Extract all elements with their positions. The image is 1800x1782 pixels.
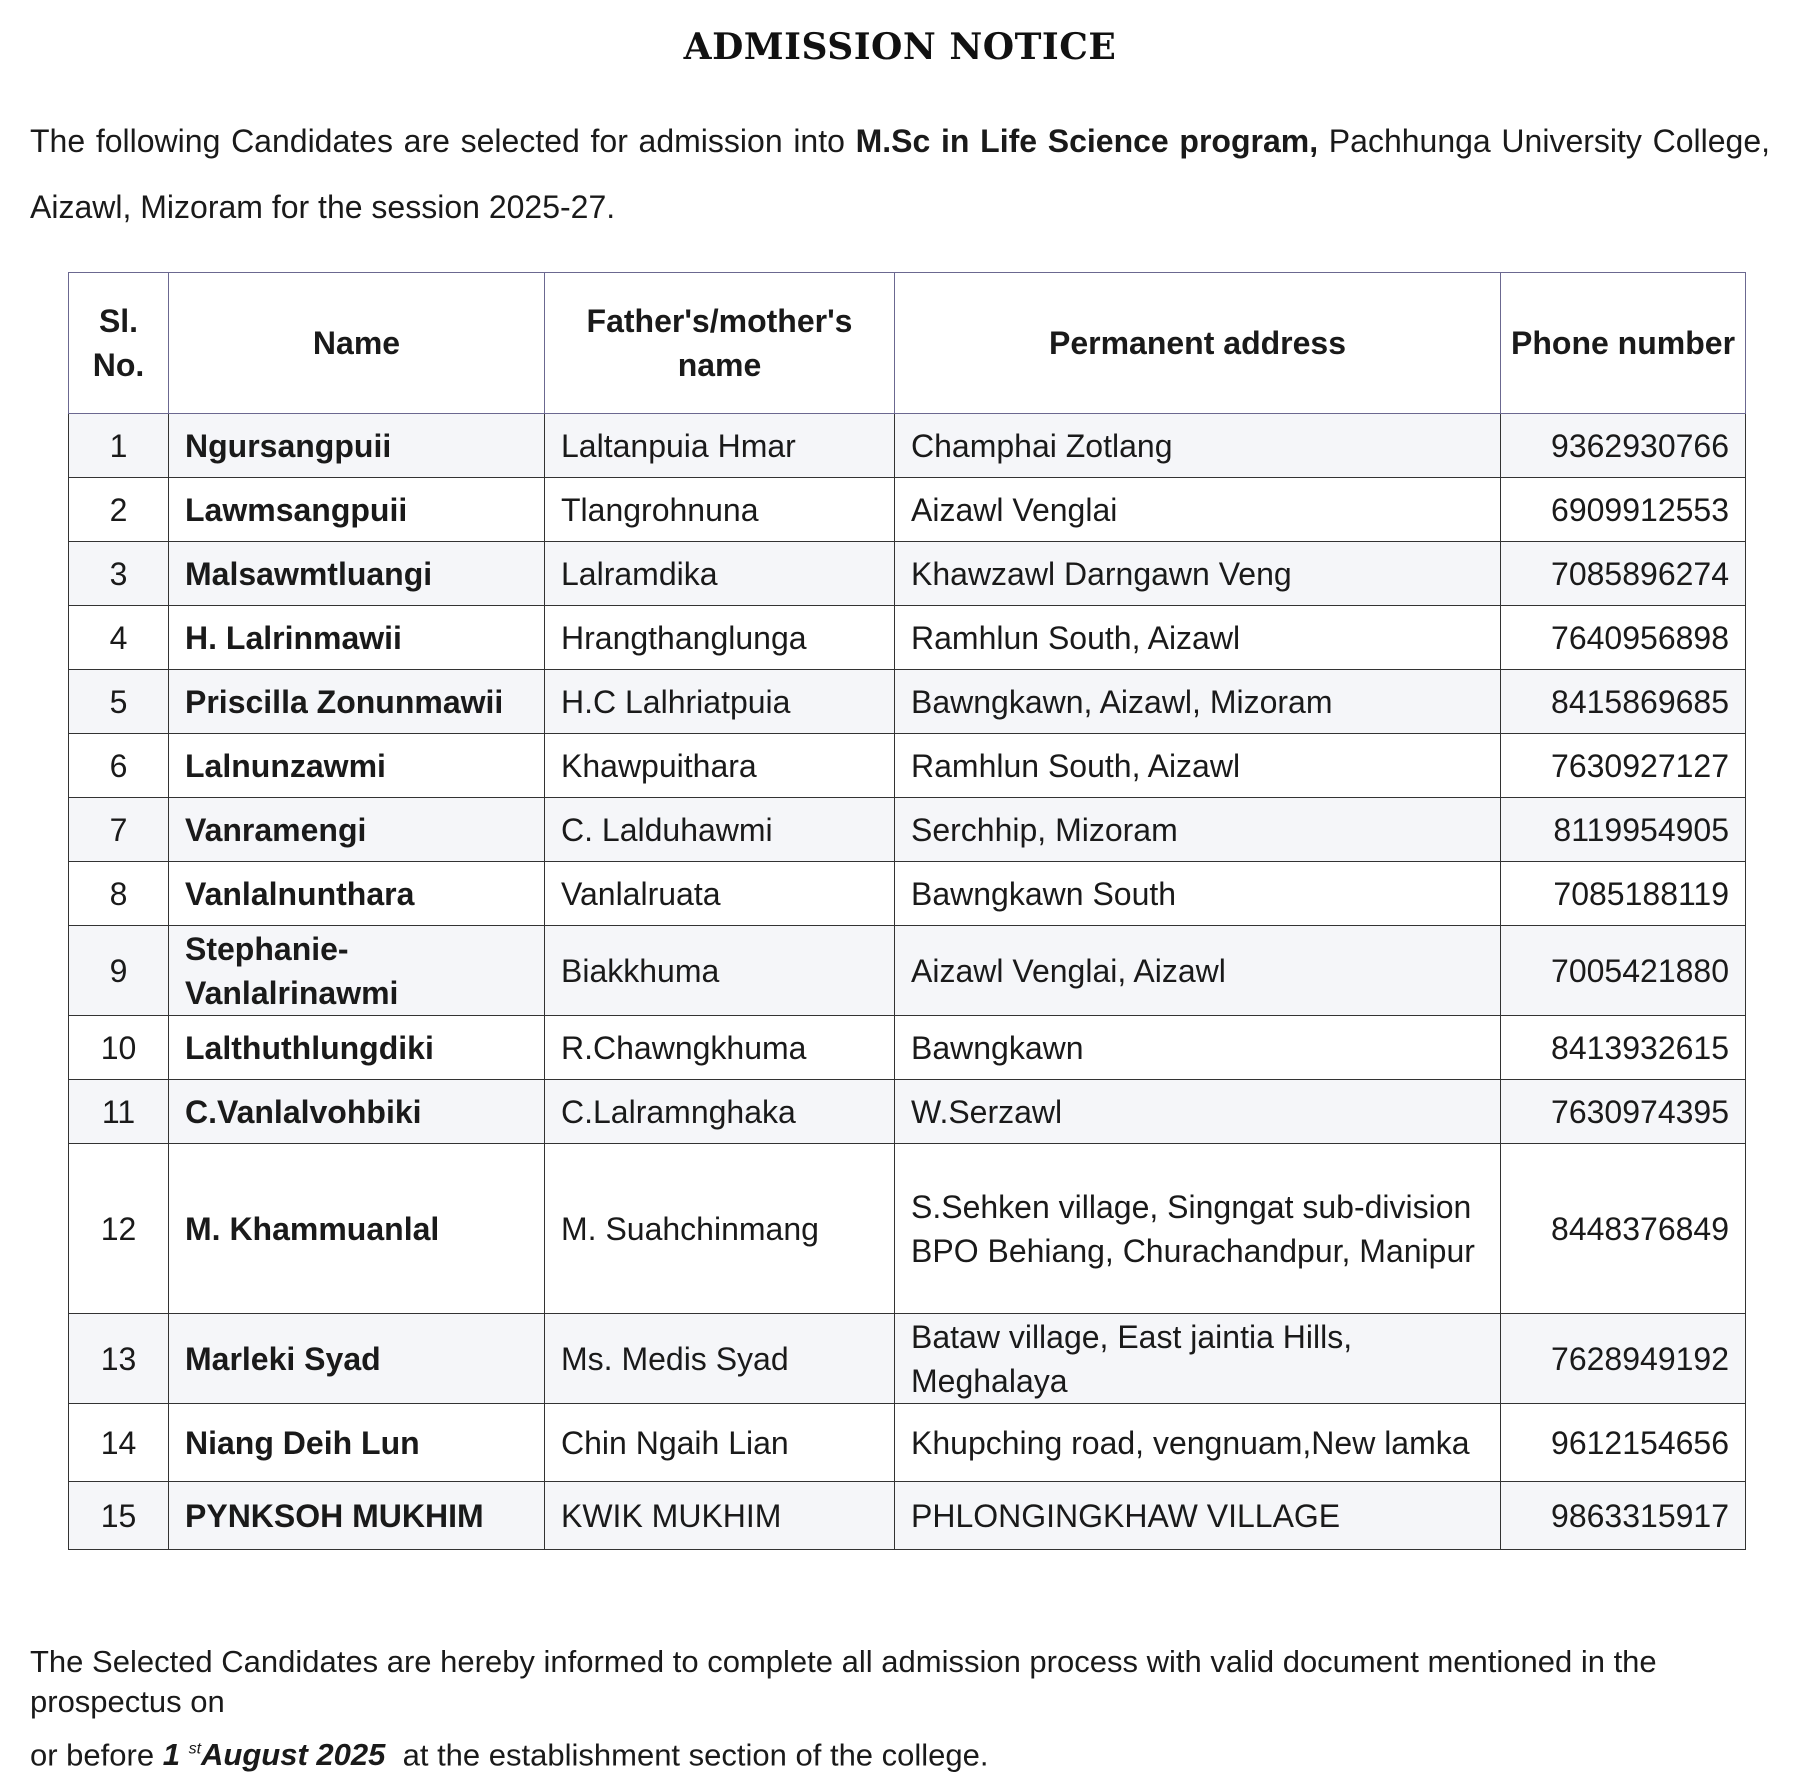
cell-name: Lawmsangpuii (169, 478, 545, 542)
table-row (69, 606, 1746, 670)
cell-sl-no: 2 (69, 478, 169, 542)
cell-parent-name: M. Suahchinmang (545, 1144, 895, 1314)
cell-parent-name: C.Lalramnghaka (545, 1080, 895, 1144)
cell-parent-name: KWIK MUKHIM (545, 1482, 895, 1550)
cell-phone: 8415869685 (1501, 670, 1746, 734)
table-row (69, 1080, 1746, 1144)
table-row (69, 798, 1746, 862)
cell-name: Lalthuthlungdiki (169, 1016, 545, 1080)
cell-address: Ramhlun South, Aizawl (895, 606, 1501, 670)
cell-phone: 6909912553 (1501, 478, 1746, 542)
table-row (69, 1314, 1746, 1404)
header-parent-name: Father's/mother's name (545, 273, 895, 414)
cell-name: Niang Deih Lun (169, 1404, 545, 1482)
closing-suffix: at the establishment section of the college. (385, 1737, 989, 1773)
cell-phone: 7085188119 (1501, 862, 1746, 926)
cell-name: Priscilla Zonunmawii (169, 670, 545, 734)
cell-name: Vanramengi (169, 798, 545, 862)
table-row (69, 542, 1746, 606)
cell-parent-name: Hrangthanglunga (545, 606, 895, 670)
header-sl-no: Sl. No. (69, 273, 169, 414)
cell-phone: 7005421880 (1501, 926, 1746, 1016)
cell-parent-name: Lalramdika (545, 542, 895, 606)
cell-parent-name: Tlangrohnuna (545, 478, 895, 542)
cell-name: PYNKSOH MUKHIM (169, 1482, 545, 1550)
cell-sl-no: 7 (69, 798, 169, 862)
cell-sl-no: 12 (69, 1144, 169, 1314)
deadline-date (163, 1737, 386, 1772)
table-row (69, 1404, 1746, 1482)
cell-sl-no: 9 (69, 926, 169, 1016)
cell-sl-no: 14 (69, 1404, 169, 1482)
cell-sl-no: 6 (69, 734, 169, 798)
program-name: M.Sc in Life Science program, (855, 123, 1319, 159)
cell-sl-no: 3 (69, 542, 169, 606)
cell-name: Malsawmtluangi (169, 542, 545, 606)
cell-name: Lalnunzawmi (169, 734, 545, 798)
table-row (69, 926, 1746, 1016)
cell-name: Ngursangpuii (169, 414, 545, 478)
deadline-day: 1 (162, 1737, 180, 1773)
notice-title: ADMISSION NOTICE (683, 26, 1117, 68)
cell-address: Bataw village, East jaintia Hills, Meghalaya (895, 1314, 1501, 1404)
cell-name: H. Lalrinmawii (169, 606, 545, 670)
cell-address: Khupching road, vengnuam,New lamka (895, 1404, 1501, 1482)
header-permanent-address: Permanent address (895, 273, 1501, 414)
cell-phone: 7630927127 (1501, 734, 1746, 798)
cell-address: Aizawl Venglai (895, 478, 1501, 542)
cell-sl-no: 11 (69, 1080, 169, 1144)
table-row (69, 414, 1746, 478)
cell-name: Marleki Syad (169, 1314, 545, 1404)
cell-parent-name: Chin Ngaih Lian (545, 1404, 895, 1482)
cell-sl-no: 15 (69, 1482, 169, 1550)
cell-address: Bawngkawn (895, 1016, 1501, 1080)
intro-paragraph (30, 108, 1770, 240)
table-header-row (69, 273, 1746, 414)
cell-sl-no: 13 (69, 1314, 169, 1404)
closing-line-2 (30, 1730, 1770, 1775)
table-row (69, 1144, 1746, 1314)
cell-address: PHLONGINGKHAW VILLAGE (895, 1482, 1501, 1550)
cell-phone: 7640956898 (1501, 606, 1746, 670)
cell-sl-no: 1 (69, 414, 169, 478)
cell-parent-name: Laltanpuia Hmar (545, 414, 895, 478)
cell-phone: 7628949192 (1501, 1314, 1746, 1404)
intro-suffix: Pachhunga University College, Aizawl, Mizoram for the session 2025-27. (30, 123, 1770, 225)
cell-address: Bawngkawn, Aizawl, Mizoram (895, 670, 1501, 734)
cell-address: Champhai Zotlang (895, 414, 1501, 478)
deadline-ordinal: st (188, 1741, 202, 1758)
cell-address: W.Serzawl (895, 1080, 1501, 1144)
table-row (69, 670, 1746, 734)
cell-sl-no: 10 (69, 1016, 169, 1080)
cell-phone: 9612154656 (1501, 1404, 1746, 1482)
table-row (69, 862, 1746, 926)
cell-sl-no: 5 (69, 670, 169, 734)
cell-phone: 9863315917 (1501, 1482, 1746, 1550)
header-phone-number: Phone number (1501, 273, 1746, 414)
cell-parent-name: Ms. Medis Syad (545, 1314, 895, 1404)
closing-prefix: or before (30, 1737, 163, 1773)
table-row (69, 1016, 1746, 1080)
deadline-month-year: August 2025 (201, 1737, 386, 1773)
cell-parent-name: R.Chawngkhuma (545, 1016, 895, 1080)
cell-name: M. Khammuanlal (169, 1144, 545, 1314)
cell-name: C.Vanlalvohbiki (169, 1080, 545, 1144)
cell-name: Vanlalnunthara (169, 862, 545, 926)
cell-name: Stephanie-Vanlalrinawmi (169, 926, 545, 1016)
closing-line-1: The Selected Candidates are hereby informed to complete all admission process with valid document mentioned in the prospectus on (30, 1644, 1657, 1719)
table-body (69, 414, 1746, 1550)
selected-candidates-table (68, 272, 1746, 1550)
cell-parent-name: C. Lalduhawmi (545, 798, 895, 862)
cell-phone: 8448376849 (1501, 1144, 1746, 1314)
table-row (69, 1482, 1746, 1550)
cell-phone: 8413932615 (1501, 1016, 1746, 1080)
cell-phone: 7085896274 (1501, 542, 1746, 606)
cell-parent-name: Vanlalruata (545, 862, 895, 926)
cell-address: Aizawl Venglai, Aizawl (895, 926, 1501, 1016)
cell-parent-name: Khawpuithara (545, 734, 895, 798)
cell-phone: 9362930766 (1501, 414, 1746, 478)
cell-sl-no: 8 (69, 862, 169, 926)
cell-sl-no: 4 (69, 606, 169, 670)
intro-prefix: The following Candidates are selected for admission into (30, 123, 856, 159)
cell-address: Serchhip, Mizoram (895, 798, 1501, 862)
cell-address: S.Sehken village, Singngat sub-division BPO Behiang, Churachandpur, Manipur (895, 1144, 1501, 1314)
cell-parent-name: H.C Lalhriatpuia (545, 670, 895, 734)
cell-phone: 8119954905 (1501, 798, 1746, 862)
table-row (69, 478, 1746, 542)
cell-address: Khawzawl Darngawn Veng (895, 542, 1501, 606)
header-name: Name (169, 273, 545, 414)
cell-phone: 7630974395 (1501, 1080, 1746, 1144)
cell-address: Ramhlun South, Aizawl (895, 734, 1501, 798)
cell-parent-name: Biakkhuma (545, 926, 895, 1016)
cell-address: Bawngkawn South (895, 862, 1501, 926)
table-row (69, 734, 1746, 798)
